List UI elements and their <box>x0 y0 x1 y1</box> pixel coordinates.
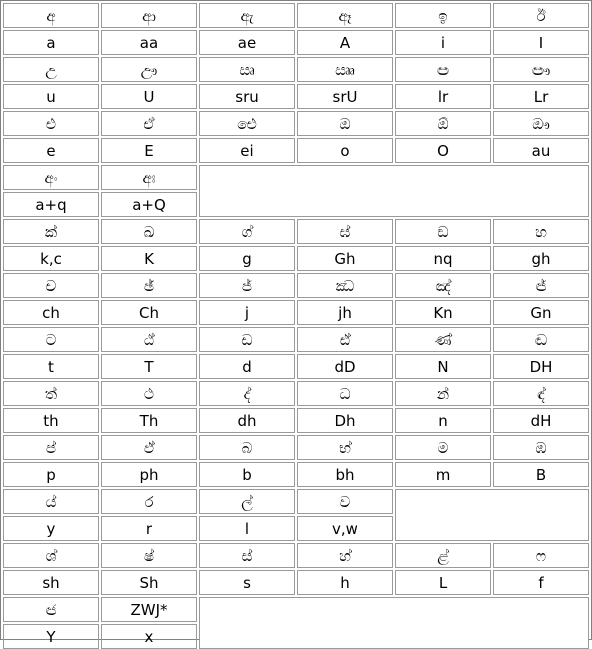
latin-key-cell: sh <box>3 570 99 595</box>
sinhala-glyph-cell: ඒ <box>101 111 197 136</box>
empty-span-cell <box>199 165 589 217</box>
sinhala-glyph-cell: ග් <box>199 219 295 244</box>
sinhala-glyph-cell: ඇ <box>199 3 295 28</box>
latin-key-cell: Gn <box>493 300 589 325</box>
latin-key-cell: u <box>3 84 99 109</box>
latin-key-cell: Th <box>101 408 197 433</box>
sinhala-glyph-cell: ඔ <box>297 111 393 136</box>
sinhala-glyph-cell: ය් <box>3 489 99 514</box>
sinhala-glyph-cell: ඈ <box>297 3 393 28</box>
latin-key-cell: N <box>395 354 491 379</box>
sinhala-glyph-cell: ල් <box>199 489 295 514</box>
empty-span-cell <box>395 489 589 541</box>
sinhala-glyph-cell: ඉ <box>395 3 491 28</box>
sinhala-glyph-cell: ඣ <box>297 273 393 298</box>
latin-key-cell: ch <box>3 300 99 325</box>
sinhala-glyph-cell: අං <box>3 165 99 190</box>
sinhala-glyph-cell: ඪ් <box>297 327 393 352</box>
sinhala-glyph-cell: ඎ <box>297 57 393 82</box>
latin-key-cell: b <box>199 462 295 487</box>
latin-key-cell: d <box>199 354 295 379</box>
latin-key-cell: a+Q <box>101 192 197 217</box>
latin-key-cell: sru <box>199 84 295 109</box>
sinhala-glyph-cell: ට <box>3 327 99 352</box>
sinhala-glyph-cell: ආ <box>101 3 197 28</box>
sinhala-glyph-cell: ඍ <box>199 57 295 82</box>
latin-key-cell: nq <box>395 246 491 271</box>
latin-key-cell: k,c <box>3 246 99 271</box>
latin-key-cell: s <box>199 570 295 595</box>
sinhala-glyph-cell: ථ <box>101 381 197 406</box>
sinhala-glyph-cell: ඖ <box>493 111 589 136</box>
latin-key-cell: dh <box>199 408 295 433</box>
latin-key-cell: h <box>297 570 393 595</box>
sinhala-glyph-cell: ඩ <box>199 327 295 352</box>
latin-key-cell: bh <box>297 462 393 487</box>
latin-key-cell: l <box>199 516 295 541</box>
sinhala-glyph-cell: ඞ <box>395 219 491 244</box>
sinhala-glyph-cell: අඃ <box>101 165 197 190</box>
latin-key-cell: e <box>3 138 99 163</box>
sinhala-glyph-cell: ව <box>297 489 393 514</box>
sinhala-glyph-cell: ඝ් <box>297 219 393 244</box>
latin-key-cell: dD <box>297 354 393 379</box>
latin-key-cell: Lr <box>493 84 589 109</box>
latin-key-cell: Sh <box>101 570 197 595</box>
sinhala-glyph-cell: ම <box>395 435 491 460</box>
latin-key-cell: j <box>199 300 295 325</box>
latin-key-cell: L <box>395 570 491 595</box>
latin-key-cell: U <box>101 84 197 109</box>
sinhala-glyph-cell: ධ <box>297 381 393 406</box>
latin-key-cell: T <box>101 354 197 379</box>
sinhala-glyph-cell: ඦ <box>3 597 99 622</box>
latin-key-cell: dH <box>493 408 589 433</box>
latin-key-cell: B <box>493 462 589 487</box>
sinhala-glyph-cell: ළ් <box>395 543 491 568</box>
sinhala-glyph-cell: ෆ <box>493 543 589 568</box>
latin-key-cell: r <box>101 516 197 541</box>
latin-key-cell: I <box>493 30 589 55</box>
sinhala-glyph-cell: හ <box>493 219 589 244</box>
empty-span-cell <box>199 597 589 649</box>
sinhala-glyph-cell: ත් <box>3 381 99 406</box>
latin-key-cell: n <box>395 408 491 433</box>
latin-key-cell: Ch <box>101 300 197 325</box>
sinhala-glyph-cell: ඬ <box>493 327 589 352</box>
sinhala-glyph-cell: ඊ <box>493 3 589 28</box>
sinhala-glyph-cell: ර <box>101 489 197 514</box>
latin-key-cell: Kn <box>395 300 491 325</box>
sinhala-glyph-cell: ෂ් <box>101 543 197 568</box>
sinhala-glyph-cell: ක් <box>3 219 99 244</box>
sinhala-glyph-cell: ඵ් <box>101 435 197 460</box>
latin-key-cell: ae <box>199 30 295 55</box>
sinhala-glyph-cell: න් <box>395 381 491 406</box>
latin-key-cell: DH <box>493 354 589 379</box>
sinhala-glyph-cell: ඦ් <box>493 273 589 298</box>
sinhala-glyph-cell: ඤ් <box>395 273 491 298</box>
sinhala-glyph-cell: බ <box>199 435 295 460</box>
sinhala-glyph-cell: හ් <box>297 543 393 568</box>
latin-key-cell: au <box>493 138 589 163</box>
latin-key-cell: a <box>3 30 99 55</box>
sinhala-glyph-cell: ච <box>3 273 99 298</box>
latin-key-cell: Gh <box>297 246 393 271</box>
latin-key-cell: p <box>3 462 99 487</box>
sinhala-glyph-cell: ඨ් <box>101 327 197 352</box>
latin-key-cell: o <box>297 138 393 163</box>
sinhala-glyph-cell: ද් <box>199 381 295 406</box>
sinhala-glyph-cell: ජ් <box>199 273 295 298</box>
sinhala-glyph-cell: ඕ <box>395 111 491 136</box>
latin-key-cell: O <box>395 138 491 163</box>
latin-key-cell: v,w <box>297 516 393 541</box>
sinhala-glyph-cell: ශ් <box>3 543 99 568</box>
latin-key-cell: g <box>199 246 295 271</box>
latin-key-cell: f <box>493 570 589 595</box>
sinhala-glyph-cell: අ <box>3 3 99 28</box>
latin-key-cell: A <box>297 30 393 55</box>
latin-key-cell: x <box>101 624 197 649</box>
latin-key-cell: srU <box>297 84 393 109</box>
latin-key-cell: Dh <box>297 408 393 433</box>
latin-key-cell: i <box>395 30 491 55</box>
latin-key-cell: t <box>3 354 99 379</box>
sinhala-glyph-cell: ඡ් <box>101 273 197 298</box>
sinhala-glyph-cell: උ <box>3 57 99 82</box>
sinhala-glyph-cell: ප් <box>3 435 99 460</box>
latin-key-cell: Y <box>3 624 99 649</box>
sinhala-glyph-cell: ණ් <box>395 327 491 352</box>
latin-key-cell: a+q <box>3 192 99 217</box>
sinhala-glyph-cell: ඐ <box>493 57 589 82</box>
sinhala-glyph-cell: ZWJ* <box>101 597 197 622</box>
latin-key-cell: aa <box>101 30 197 55</box>
sinhala-glyph-cell: ස් <box>199 543 295 568</box>
latin-key-cell: gh <box>493 246 589 271</box>
sinhala-glyph-cell: ඓ <box>199 111 295 136</box>
latin-key-cell: jh <box>297 300 393 325</box>
latin-key-cell: ei <box>199 138 295 163</box>
sinhala-glyph-cell: ඌ <box>101 57 197 82</box>
latin-key-cell: E <box>101 138 197 163</box>
latin-key-cell: ph <box>101 462 197 487</box>
sinhala-glyph-cell: ඳ් <box>493 381 589 406</box>
sinhala-glyph-cell: එ <box>3 111 99 136</box>
latin-key-cell: m <box>395 462 491 487</box>
sinhala-glyph-cell: ඹ <box>493 435 589 460</box>
latin-key-cell: lr <box>395 84 491 109</box>
sinhala-glyph-cell: ඏ <box>395 57 491 82</box>
latin-key-cell: K <box>101 246 197 271</box>
sinhala-glyph-cell: භ් <box>297 435 393 460</box>
latin-key-cell: th <box>3 408 99 433</box>
latin-key-cell: y <box>3 516 99 541</box>
sinhala-glyph-cell: ඛ <box>101 219 197 244</box>
